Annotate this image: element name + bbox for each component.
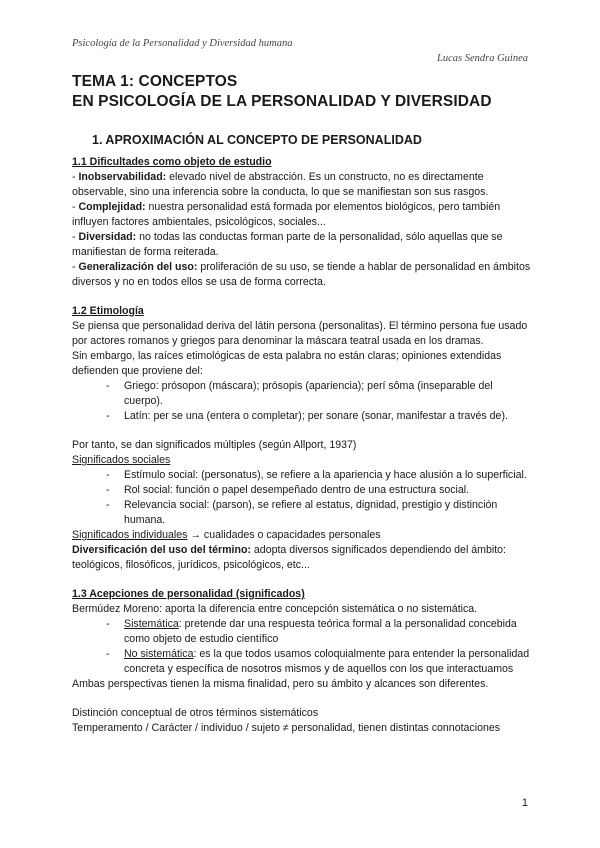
page-title [72, 72, 492, 112]
difficulty-term: Generalización del uso: [78, 261, 198, 273]
acceptions-list [72, 617, 532, 677]
list-item: - Rol social: función o papel desempeñado dentro de una estructura social. [106, 483, 532, 498]
diversification-paragraph: Diversificación del uso del término: adopta diversos significados dependiendo del ámbito: teológicos, filosóficos, jurídicos, psicológicos, etc... [72, 544, 506, 571]
social-list [72, 468, 532, 528]
list-item: - Griego: prósopon (máscara); prósopis (apariencia); perí sôma (inseparable del cuerpo). [106, 379, 532, 409]
document-body [72, 155, 532, 736]
title-line-1: TEMA 1: CONCEPTOS [72, 73, 238, 90]
paragraph: Distinción conceptual de otros términos sistemáticos [72, 707, 319, 719]
paragraph: Temperamento / Carácter / individuo / sujeto ≠ personalidad, tienen distintas connotaciones [72, 722, 501, 734]
acception-term: Sistemática [124, 618, 179, 630]
header-course: Psicología de la Personalidad y Diversidad humana [72, 38, 293, 49]
paragraph: Se piensa que personalidad deriva del látin persona (personalitas). El término persona fue usado por actores romanos y griegos para denominar la máscara teatral usada en los dramas. [72, 320, 528, 347]
list-item: - Estímulo social: (personatus), se refiere a la apariencia y hace alusión a lo superficial. [106, 468, 532, 483]
difficulty-item: - Complejidad: nuestra personalidad está formada por elementos biológicos, pero también influyen factores ambientales, psicológicos, sociales... [72, 201, 501, 228]
acception-term: No sistemática [124, 648, 194, 660]
difficulty-term: Complejidad: [78, 201, 146, 213]
list-item: - Sistemática: pretende dar una respuesta teórica formal a la personalidad concebida como objeto de estudio científico [106, 617, 532, 647]
origin-list [72, 379, 532, 424]
individual-meanings: Significados individuales → cualidades o capacidades personales [72, 529, 381, 541]
paragraph: Por tanto, se dan significados múltiples (según Allport, 1937) [72, 439, 357, 451]
paragraph: Ambas perspectivas tienen la misma finalidad, pero su ámbito y alcances son diferentes. [72, 678, 489, 690]
social-meanings-label: Significados sociales [72, 454, 171, 466]
paragraph: Sin embargo, las raíces etimológicas de esta palabra no están claras; opiniones extendidas defienden que proviene del: [72, 350, 502, 377]
difficulty-term: Inobservabilidad: [78, 171, 167, 183]
section-heading-1: 1. APROXIMACIÓN AL CONCEPTO DE PERSONALIDAD [92, 133, 422, 147]
page-number: 1 [521, 797, 528, 809]
list-item: - Latín: per se una (entera o completar); per sonare (sonar, manifestar a través de). [106, 409, 532, 424]
diversification-term: Diversificación del uso del término: [72, 544, 251, 556]
individual-meanings-label: Significados individuales [72, 529, 188, 541]
list-item: - Relevancia social: (parson), se refiere al estatus, dignidad, prestigio y distinción humana. [106, 498, 532, 528]
subsection-heading-1-3: 1.3 Acepciones de personalidad (significados) [72, 588, 305, 600]
list-item: - No sistemática: es la que todos usamos coloquialmente para entender la personalidad concreta y específica de nosotros mismos y de aquellos con los que interactuamos [106, 647, 532, 677]
difficulty-item: - Inobservabilidad: elevado nivel de abstracción. Es un constructo, no es directamente observable, sino una inferencia sobre la conducta, lo que se manifiestan son sus rasgos. [72, 171, 489, 198]
difficulty-item: - Diversidad: no todas las conductas forman parte de la personalidad, sólo aquellas que se manifiestan de forma reiterada. [72, 231, 503, 258]
subsection-heading-1-2: 1.2 Etimología [72, 305, 144, 317]
difficulty-item: - Generalización del uso: proliferación de su uso, se tiende a hablar de personalidad en ámbitos diversos y no en todos ellos se usa de forma correcta. [72, 261, 531, 288]
paragraph: Bermúdez Moreno: aporta la diferencia entre concepción sistemática o no sistemática. [72, 603, 478, 615]
header-author: Lucas Sendra Guinea [437, 53, 528, 64]
subsection-heading-1-1: 1.1 Dificultades como objeto de estudio [72, 156, 272, 168]
difficulty-term: Diversidad: [78, 231, 137, 243]
title-line-2: EN PSICOLOGÍA DE LA PERSONALIDAD Y DIVERSIDAD [72, 93, 492, 110]
